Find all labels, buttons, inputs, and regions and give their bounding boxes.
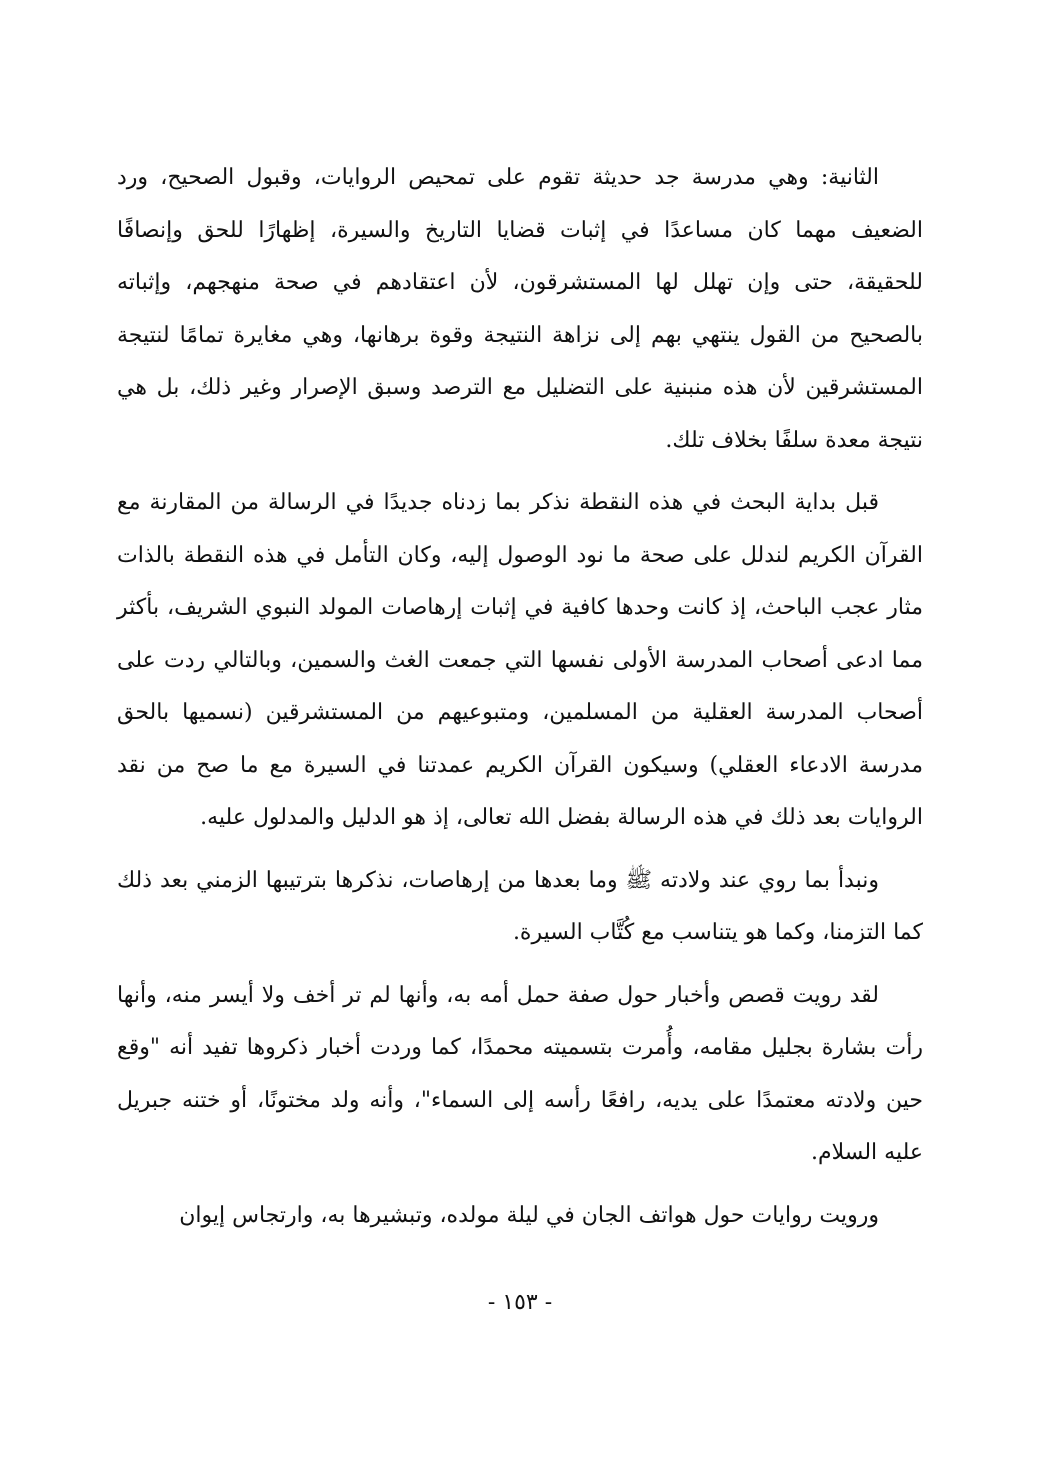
paragraph-chronology: ونبدأ بما روي عند ولادته ﷺ وما بعدها من إرهاصات، نذكرها بترتيبها الزمني بعد ذلك كما التزمنا، وكما هو يتناسب مع كُتَّاب السيرة. — [117, 867, 923, 945]
body-text — [117, 152, 923, 1242]
paragraph-birth-narratives: لقد رويت قصص وأخبار حول صفة حمل أمه به، وأنها لم تر أخف ولا أيسر منه، وأنها رأت بشارة بجليل مقامه، وأُمرت بتسميته محمدًا، كما وردت أخبار ذكروها تفيد أنه "وقع حين ولادته معتمدًا على يديه، رافعًا رأسه إلى السماء"، وأنه ولد مختونًا، أو ختنه جبريل عليه السلام. — [117, 982, 923, 1165]
page-number: - ١٥٣ - — [487, 1290, 553, 1315]
paragraph-research-intro: قبل بداية البحث في هذه النقطة نذكر بما زدناه جديدًا في الرسالة من المقارنة مع القرآن الكريم لندلل على صحة ما نود الوصول إليه، وكان التأمل في هذه النقطة بالذات مثار عجب الباحث، إذ كانت وحدها كافية في إثبات إرهاصات المولد النبوي الشريف، بأكثر مما ادعى أصحاب المدرسة الأولى نفسها التي جمعت الغث والسمين، وبالتالي ردت على أصحاب المدرسة العقلية من المسلمين، ومتبوعيهم من المستشرقين (نسميها بالحق مدرسة الادعاء العقلي) وسيكون القرآن الكريم عمدتنا في السيرة مع ما صح من نقد الروايات بعد ذلك في هذه الرسالة بفضل الله تعالى، إذ هو الدليل والمدلول عليه. — [117, 490, 923, 830]
paragraph-jinn-narratives: ورويت روايات حول هواتف الجان في ليلة مولده، وتبشيرها به، وارتجاس إيوان — [179, 1202, 879, 1228]
paragraph-second-school: الثانية: وهي مدرسة جد حديثة تقوم على تمحيص الروايات، وقبول الصحيح، ورد الضعيف مهما كان مساعدًا في إثبات قضايا التاريخ والسيرة، إظهارًا للحق وإنصافًا للحقيقة، حتى وإن تهلل لها المستشرقون، لأن اعتقادهم في صحة منهجهم، وإثباته بالصحيح من القول ينتهي بهم إلى نزاهة النتيجة وقوة برهانها، وهي مغايرة تمامًا لنتيجة المستشرقين لأن هذه منبنية على التضليل مع الترصد وسبق الإصرار وغير ذلك، بل هي نتيجة معدة سلفًا بخلاف تلك. — [117, 165, 923, 453]
